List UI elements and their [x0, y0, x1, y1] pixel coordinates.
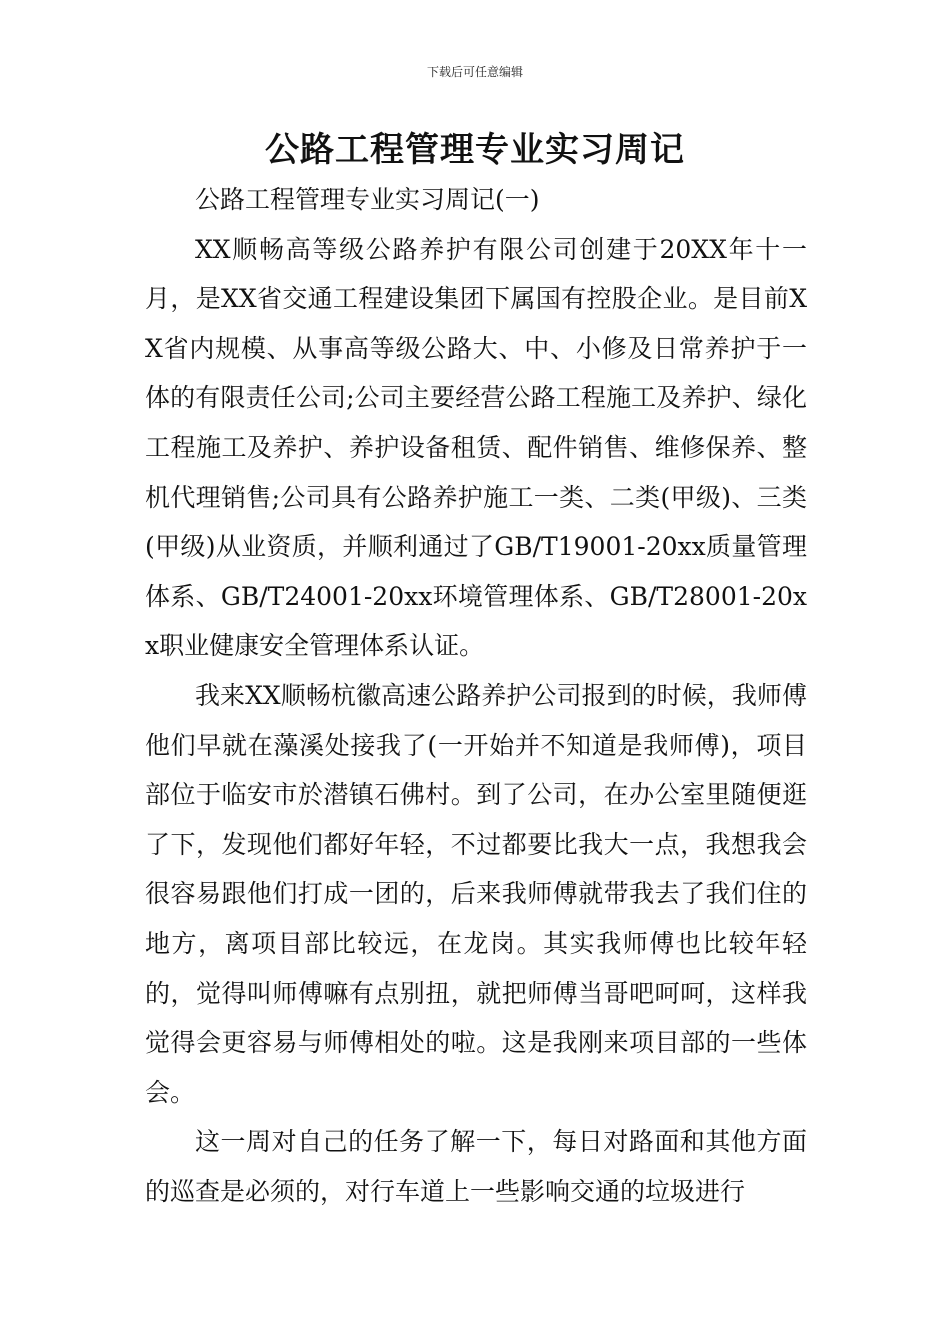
page-header-note: 下载后可任意编辑 — [426, 65, 523, 79]
paragraph-company-intro: XX顺畅高等级公路养护有限公司创建于20XX年十一月，是XX省交通工程建设集团下属国有控股企业。是目前XX省内规模、从事高等级公路大、中、小修及日常养护于一体的有限责任公司;公司主要经营公路工程施工及养护、绿化工程施工及养护、养护设备租赁、配件销售、维修保养、整机代理销售;公司具有公路养护施工一类、二类(甲级)、三类(甲级)从业资质，并顺利通过了GB/T19001-20xx质量管理体系、GB/T24001-20xx环境管理体系、GB/T28001-20xx职业健康安全管理体系认证。 — [145, 234, 807, 661]
document-body — [145, 175, 807, 1216]
document-subtitle: 公路工程管理专业实习周记(一) — [195, 185, 540, 214]
paragraph-tasks: 这一周对自己的任务了解一下，每日对路面和其他方面的巡查是必须的，对行车道上一些影响交通的垃圾进行 — [145, 1127, 807, 1206]
document-title: 公路工程管理专业实习周记 — [265, 130, 685, 170]
paragraph-arrival: 我来XX顺畅杭徽高速公路养护公司报到的时候，我师傅他们早就在藻溪处接我了(一开始并不知道是我师傅)，项目部位于临安市於潜镇石佛村。到了公司，在办公室里随便逛了下，发现他们都好年轻，不过都要比我大一点，我想我会很容易跟他们打成一团的，后来我师傅就带我去了我们住的地方，离项目部比较远，在龙岗。其实我师傅也比较年轻的，觉得叫师傅嘛有点别扭，就把师傅当哥吧呵呵，这样我觉得会更容易与师傅相处的啦。这是我刚来项目部的一些体会。 — [145, 680, 807, 1107]
